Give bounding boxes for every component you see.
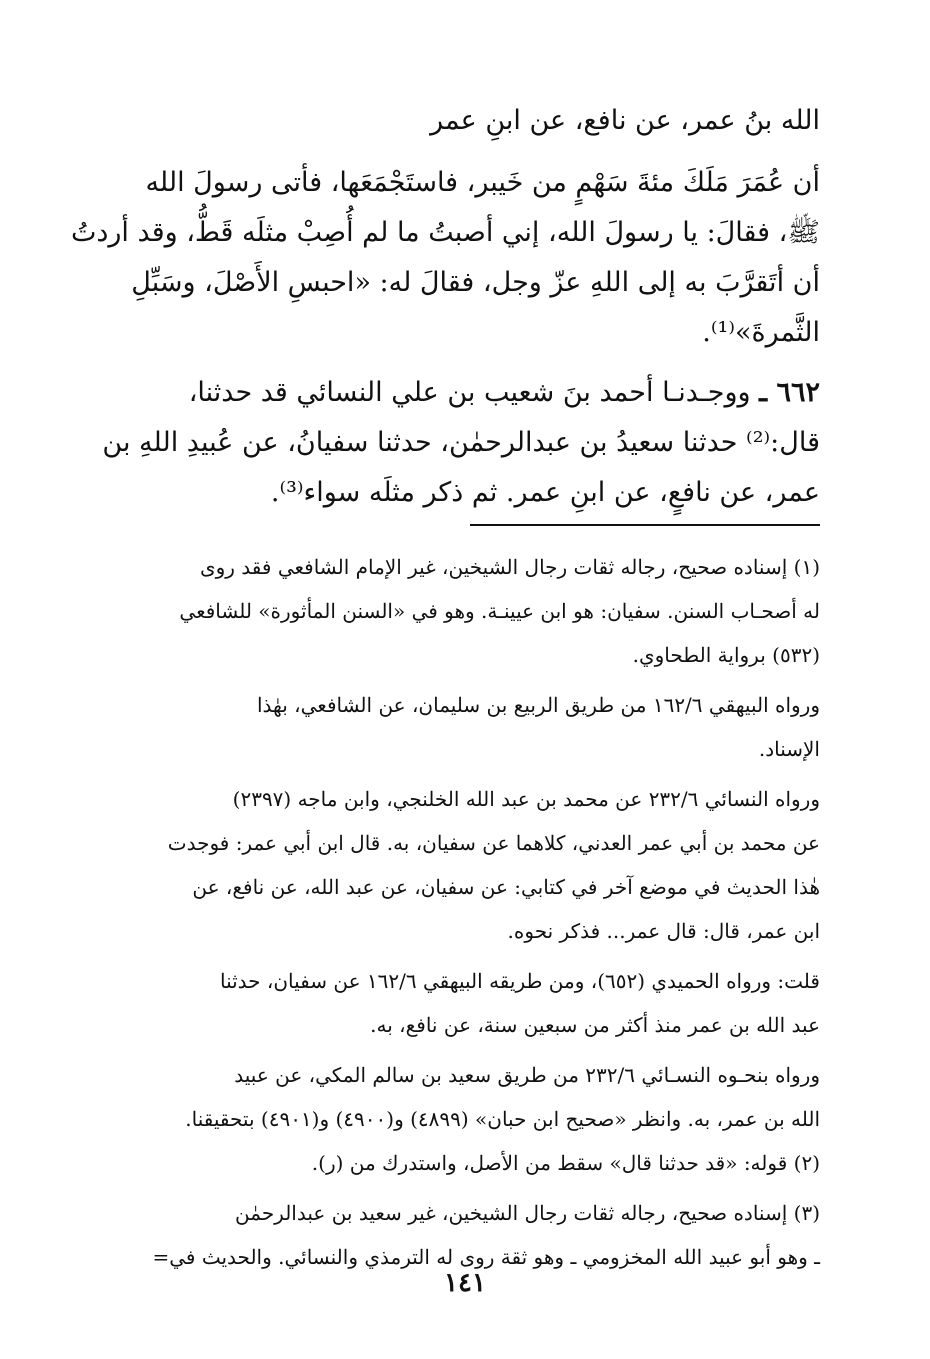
footnote-1-continued [110,777,820,953]
text-line: الثَّمرةَ»⁽¹⁾. [702,317,820,348]
footnote-1-continued [110,683,820,771]
hadith-text-paragraph [70,158,820,358]
footnote-1-continued [110,959,820,1047]
footnote-line: ـ وهو أبو عبيد الله المخزومي ـ وهو ثقة روى له الترمذي والنسائي. والحديث في= [152,1245,820,1269]
text-line-content: ووجـدنـا أحمد بنَ شعيب بن علي النسائي قد حدثنا، [188,377,751,408]
footnote-line: (٢) قوله: «قد حدثنا قال» سقط من الأصل، واستدرك من (ر). [311,1151,820,1175]
page-number: ١٤١ [444,1268,486,1298]
footnote-line: (١) إسناده صحيح، رجاله ثقات رجال الشيخين، غير الإمام الشافعي فقد روى [199,555,820,579]
footnote-line: (٥٣٢) برواية الطحاوي. [632,643,820,667]
footnote-line: هٰذا الحديث في موضع آخر في كتابي: عن سفيان، عن عبد الله، عن نافع، عن [192,875,820,899]
footnote-line: ورواه النسائي ٢٣٢/٦ عن محمد بن عبد الله الخلنجي، وابن ماجه (٢٣٩٧) [232,787,820,811]
text-line: عمر، عن نافعٍ، عن ابنِ عمر. ثم ذكر مثلَه سواء⁽³⁾. [270,477,820,508]
footnote-line: ابن عمر، قال: قال عمر... فذكر نحوه. [507,919,820,943]
footnotes-section [110,545,820,1285]
hadith-number: ٦٦٢ ـ [759,377,820,408]
footnote-2 [110,1053,820,1185]
isnad-continuation-line [110,96,820,146]
text-line [110,368,820,418]
footnote-line: عبد الله بن عمر منذ أكثر من سبعين سنة، عن نافع، به. [370,1013,820,1037]
text-line: أن عُمَرَ مَلَكَ مئةَ سَهْمٍ من خَيبر، فاستَجْمَعَها، فأتى رسولَ الله [145,167,820,198]
footnote-3 [110,1191,820,1279]
footnote-separator-rule [470,524,820,526]
footnote-line: عن محمد بن أبي عمر العدني، كلاهما عن سفيان، به. قال ابن أبي عمر: فوجدت [167,831,820,855]
text-line: أن أتَقرَّبَ به إلى اللهِ عزّ وجل، فقالَ له: «احبسِ الأَصْلَ، وسَبِّلِ [131,267,820,298]
text-line: الله بنُ عمر، عن نافع، عن ابنِ عمر [430,105,820,136]
footnote-line: ورواه البيهقي ١٦٢/٦ من طريق الربيع بن سليمان، عن الشافعي، بهٰذا [256,693,820,717]
hadith-662-paragraph [102,368,820,518]
footnote-line: ورواه بنحـوه النسـائي ٢٣٢/٦ من طريق سعيد بن سالم المكي، عن عبيد [234,1063,820,1087]
footnote-line: قلت: ورواه الحميدي (٦٥٢)، ومن طريقه البيهقي ١٦٢/٦ عن سفيان، حدثنا [219,969,820,993]
footnote-1 [110,545,820,677]
footnote-line: له أصحـاب السنن. سفيان: هو ابن عيينـة. وهو في «السنن المأثورة» للشافعي [179,599,820,623]
footnote-line: الله بن عمر، به. وانظر «صحيح ابن حبان» (٤٨٩٩) و(٤٩٠٠) و(٤٩٠١) بتحقيقنا. [185,1107,820,1131]
text-line: ﷺ، فقالَ: يا رسولَ الله، إني أصبتُ ما لم أُصِبْ مثلَه قَطُّ، وقد أردتُ [70,217,820,248]
footnote-line: (٣) إسناده صحيح، رجاله ثقات رجال الشيخين، غير سعيد بن عبدالرحمٰن [235,1201,820,1225]
text-line: قال:⁽²⁾ حدثنا سعيدُ بن عبدالرحمٰن، حدثنا سفيانُ، عن عُبيدِ اللهِ بن [102,427,820,458]
footnote-line: الإسناد. [758,737,820,761]
